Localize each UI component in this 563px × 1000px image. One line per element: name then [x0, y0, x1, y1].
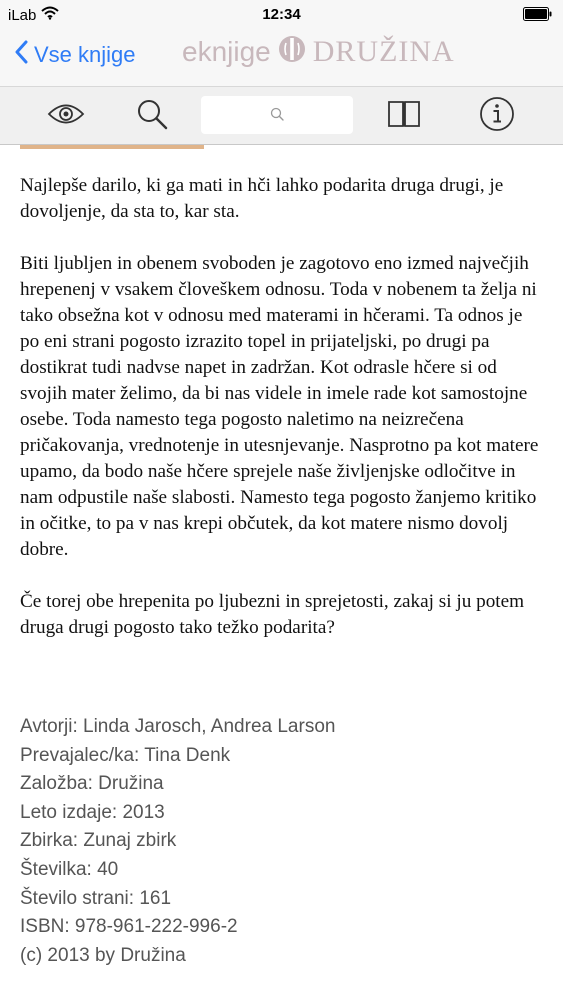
eye-icon	[47, 101, 85, 132]
status-bar	[0, 0, 563, 30]
info-icon	[479, 96, 515, 137]
search-input[interactable]	[201, 96, 357, 136]
chevron-left-icon	[14, 40, 28, 70]
read-button[interactable]	[382, 95, 426, 137]
book-metadata	[20, 713, 545, 970]
book-icon	[386, 99, 422, 134]
back-button[interactable]	[14, 40, 136, 70]
description-paragraph: Če torej obe hrepenita po ljubezni in sprejetosti, zakaj si ju potem druga drugi pogosto tako težko podarita?	[20, 591, 525, 638]
meta-year: Leto izdaje: 2013	[20, 801, 165, 823]
search-button[interactable]	[130, 95, 174, 137]
meta-translator: Prevajalec/ka: Tina Denk	[20, 744, 231, 766]
logo-text-right: DRUŽINA	[312, 34, 455, 68]
nav-bar	[0, 30, 563, 86]
app-logo	[182, 34, 455, 69]
search-icon	[135, 97, 169, 136]
toolbar	[0, 86, 563, 145]
info-button[interactable]	[475, 95, 519, 137]
preview-button[interactable]	[44, 95, 88, 137]
meta-isbn: ISBN: 978-961-222-996-2	[20, 916, 238, 938]
meta-number: Številka: 40	[20, 858, 119, 880]
logo-text-left: eknjige	[182, 35, 271, 67]
description-paragraph: Najlepše darilo, ki ga mati in hči lahko podarita druga drugi, je dovoljenje, da sta to, kar sta.	[20, 175, 504, 222]
book-description	[20, 173, 545, 667]
meta-pages: Število strani: 161	[20, 887, 172, 909]
meta-authors: Avtorji: Linda Jarosch, Andrea Larson	[20, 716, 336, 737]
back-button-label: Vse knjige	[34, 42, 136, 67]
search-field[interactable]	[201, 96, 353, 134]
meta-collection: Zbirka: Zunaj zbirk	[20, 830, 177, 852]
meta-publisher: Založba: Družina	[20, 773, 164, 795]
meta-copyright: (c) 2013 by Družina	[20, 944, 186, 966]
druzina-logo-mark	[277, 34, 307, 69]
battery-icon	[523, 7, 553, 25]
description-paragraph: Biti ljubljen in obenem svoboden je zagotovo eno izmed največjih hrepenenj v vsakem človeškem odnosu. Toda v nobenem ta želja ni tako obsežna kot v odnosu med materami in hčerami. Ta odnos je po eni strani pogosto izrazito topel in prijateljski, po drugi pa dostikrat tudi nadvse napet in zadržan. Kot odrasle hčere si od svojih mater želimo, da bi nas videle in imele rade kot samostojne osebe. Toda namesto tega pogosto naletimo na neizrečena pričakovanja, vrednotenje in utesnjevanje. Nasprotno pa kot matere upamo, da bodo naše hčere sprejele naše življenjske odločitve in nam odpustile naše slabosti. Namesto tega pogosto žanjemo kritiko in očitke, to pa v nas krepi občutek, da kot matere nismo dovolj dobre.	[20, 253, 539, 560]
carrier-label: iLab	[8, 6, 37, 24]
book-cover-edge	[20, 145, 204, 149]
status-time: 12:34	[262, 6, 301, 23]
